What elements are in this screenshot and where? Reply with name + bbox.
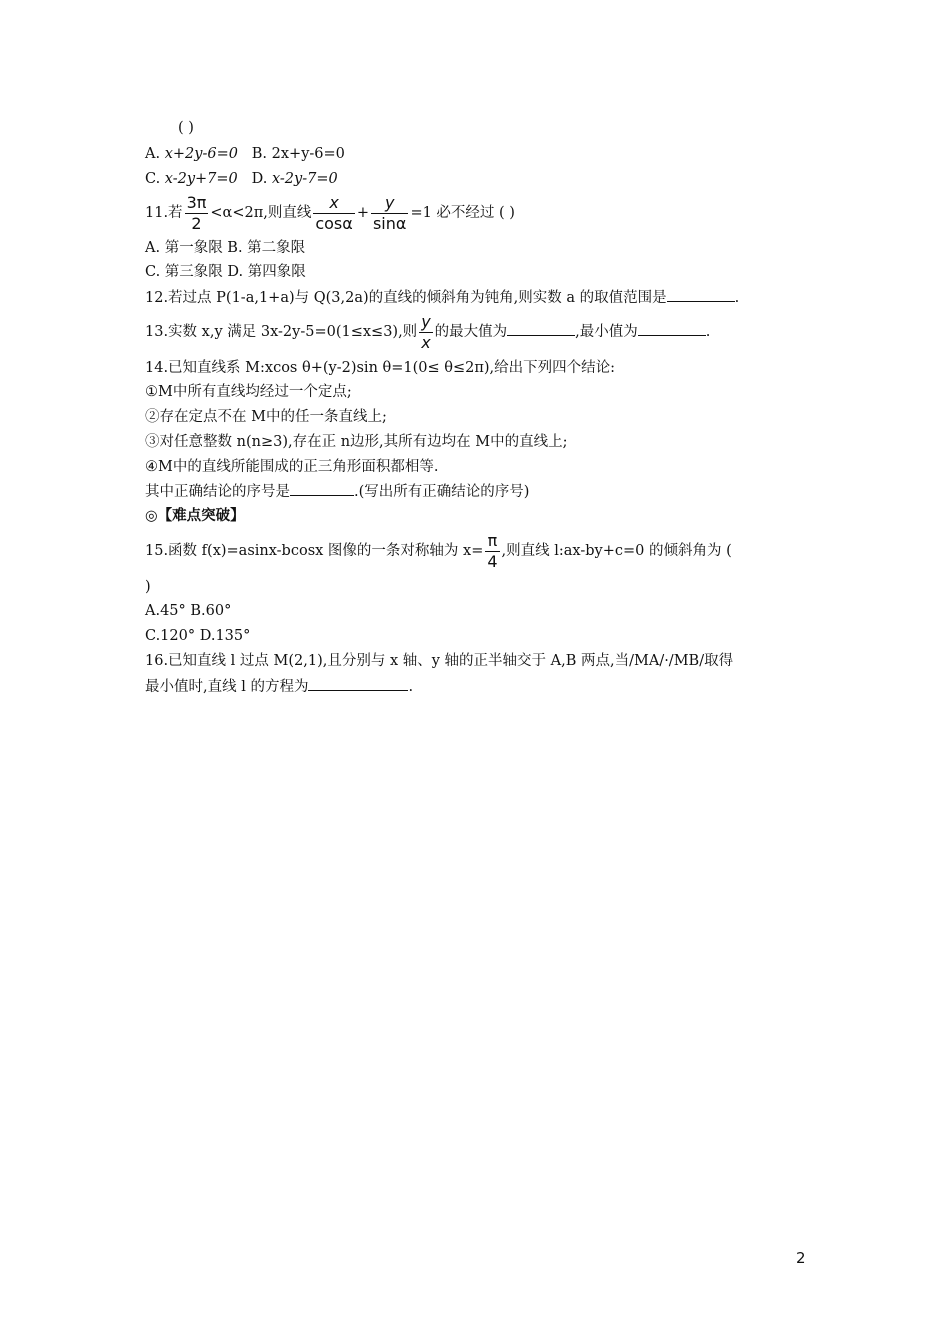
- q12-stem: [145, 287, 739, 308]
- q13-frac-num: y: [421, 311, 431, 331]
- q13-min-blank: [638, 321, 706, 336]
- q13-fraction: [419, 312, 432, 353]
- q11-condition: <α<2π,则直线: [210, 205, 312, 221]
- q11-frac-num: 3π: [186, 192, 207, 212]
- opt-d-expr: x-2y-7=0: [271, 171, 338, 187]
- q13-end: .: [705, 324, 711, 340]
- opt-a-expr: x+2y-6=0: [164, 146, 238, 162]
- q12-end: .: [734, 290, 740, 306]
- opt-c-label: C.: [145, 171, 161, 187]
- q13-max-label: 的最大值为: [434, 324, 508, 340]
- q15-options-cd: C.120° D.135°: [145, 628, 251, 644]
- q11-stem: [145, 192, 515, 234]
- q14-answer-blank: [290, 481, 354, 496]
- q16-prefix: 最小值时,直线 l 的方程为: [145, 679, 309, 695]
- q12-answer-blank: [667, 287, 735, 302]
- page-number: 2: [796, 1249, 806, 1267]
- q15-frac-num: π: [485, 531, 499, 552]
- q14-conclusion-3: ③对任意整数 n(n≥3),存在正 n边形,其所有边均在 M中的直线上;: [145, 434, 568, 450]
- q13-stem: [145, 311, 710, 353]
- q11-plus: +: [356, 205, 369, 221]
- q10-options-cd: [145, 169, 338, 189]
- section-heading: ◎【难点突破】: [145, 508, 245, 524]
- opt-a-label: A.: [145, 146, 161, 162]
- opt-c-expr: x-2y+7=0: [164, 171, 238, 187]
- q14-ask-prefix: 其中正确结论的序号是: [145, 484, 290, 500]
- q11-frac-den: 2: [191, 213, 202, 233]
- q11-suffix: =1 必不经过 ( ): [410, 205, 515, 221]
- q16-end: .: [408, 679, 414, 695]
- q12-text: 12.若过点 P(1-a,1+a)与 Q(3,2a)的直线的倾斜角为钝角,则实数 a 的取值范围是: [145, 290, 667, 306]
- q11-frac2-den: cosα: [315, 213, 353, 233]
- q16-line-2: [145, 676, 413, 697]
- opt-d-label: D.: [251, 171, 268, 187]
- q15-prefix: 15.函数 f(x)=asinx-bcosx 图像的一条对称轴为 x=: [145, 543, 484, 559]
- q10-options-ab: [145, 144, 345, 164]
- q13-max-blank: [507, 321, 575, 336]
- q15-suffix: ,则直线 l:ax-by+c=0 的倾斜角为 (: [501, 543, 732, 559]
- q16-line-1: 16.已知直线 l 过点 M(2,1),且分别与 x 轴、y 轴的正半轴交于 A,B 两点,当/MA/·/MB/取得: [145, 653, 734, 669]
- q14-stem: 14.已知直线系 M:xcos θ+(y-2)sin θ=1(0≤ θ≤2π),给出下列四个结论:: [145, 360, 616, 376]
- q15-close-paren: ): [145, 579, 151, 595]
- opt-b-label: B.: [251, 146, 268, 162]
- q14-conclusion-4: ④M中的直线所能围成的正三角形面积都相等.: [145, 459, 439, 475]
- q14-conclusion-1: ①M中所有直线均经过一个定点;: [145, 384, 352, 400]
- q11-options-cd: C. 第三象限 D. 第四象限: [145, 264, 306, 280]
- q14-ask-suffix: .(写出所有正确结论的序号): [354, 484, 530, 500]
- q14-conclusion-2: ②存在定点不在 M中的任一条直线上;: [145, 409, 387, 425]
- opt-b-expr: 2x+y-6=0: [271, 146, 345, 162]
- q11-frac2-num: x: [329, 192, 339, 212]
- q11-fraction: [185, 193, 209, 234]
- q15-frac-den: 4: [487, 551, 498, 571]
- q11-frac3-den: sinα: [372, 213, 407, 233]
- q15-stem: [145, 530, 732, 572]
- q11-fraction-x: [313, 193, 354, 234]
- q13-prefix: 13.实数 x,y 满足 3x-2y-5=0(1≤x≤3),则: [145, 324, 418, 340]
- q16-answer-blank: [308, 676, 408, 691]
- q13-frac-den: x: [421, 332, 431, 352]
- q15-fraction: [485, 531, 499, 572]
- paren-line: ( ): [178, 120, 194, 136]
- q11-fraction-y: [371, 193, 408, 234]
- q11-options-ab: A. 第一象限 B. 第二象限: [145, 240, 306, 256]
- q11-frac3-num: y: [384, 192, 395, 212]
- q14-ask: [145, 481, 529, 502]
- q11-prefix: 11.若: [145, 205, 183, 221]
- q15-options-ab: A.45° B.60°: [145, 603, 232, 619]
- q13-min-label: ,最小值为: [575, 324, 638, 340]
